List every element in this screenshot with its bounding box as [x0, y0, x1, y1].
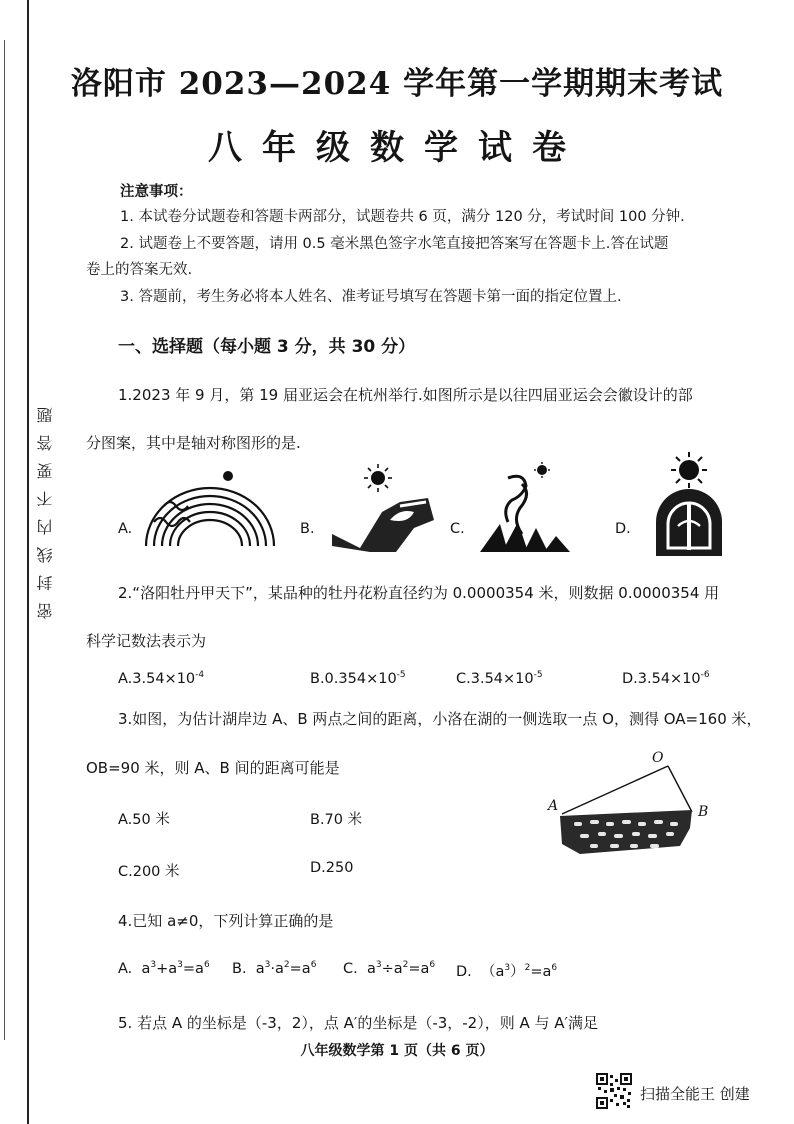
- exam-title: 洛阳市 2023—2024 学年第一学期期末考试: [70, 66, 724, 102]
- q1-line2: 分图案，其中是轴对称图形的是.: [86, 434, 301, 452]
- q3-label-b: B: [698, 804, 709, 820]
- scanner-brand-watermark: 扫描全能王 创建: [640, 1085, 750, 1103]
- q1-figure-a: [140, 466, 280, 548]
- q4-option-a: A. $a^3+a^3=a^6$: [118, 960, 210, 977]
- q1-figure-c: [478, 462, 574, 554]
- q3-label-a: A: [548, 798, 559, 814]
- q1-option-b: B.: [300, 521, 315, 537]
- q3-option-a: A.50 米: [118, 812, 170, 828]
- q5-line1: 5. 若点 A 的坐标是（-3，2），点 A′的坐标是（-3，-2），则 A 与 A′满足: [118, 1014, 598, 1032]
- q1-option-d: D.: [615, 521, 631, 537]
- notes-heading: 注意事项：: [120, 184, 193, 200]
- q1-option-c: C.: [450, 521, 465, 537]
- section-title: 一、选择题（每小题 3 分，共 30 分）: [118, 337, 416, 357]
- q3-lake-figure: [540, 750, 720, 862]
- note-item-3: 3. 答题前，考生务必将本人姓名、准考证号填写在答题卡第一面的指定位置上.: [120, 289, 622, 305]
- q3-label-o: O: [652, 750, 664, 766]
- exam-subtitle: 八年级数学试卷: [208, 128, 586, 168]
- q4-line1: 4.已知 a≠0，下列计算正确的是: [118, 912, 334, 930]
- seal-line-text: 密封线内不要答题: [36, 395, 55, 619]
- q3-option-b: B.70 米: [310, 812, 363, 828]
- q2-line1: 2.“洛阳牡丹甲天下”，某品种的牡丹花粉直径约为 0.0000354 米，则数据 0.0000354 用: [118, 584, 720, 602]
- q2-option-b: $B.0.354\times 10^{-5}$: [310, 670, 406, 687]
- q4-option-d: D. $(a^3)^2=a^6$: [456, 963, 558, 980]
- q4-option-b: B. $a^3\cdot a^2=a^6$: [232, 960, 317, 977]
- q2-option-a: $A.3.54\times 10^{-4}$: [118, 670, 205, 687]
- q1-option-a: A.: [118, 521, 133, 537]
- note-item-2: 2. 试题卷上不要答题，请用 0.5 毫米黑色签字水笔直接把答案写在答题卡上.答在试题: [120, 236, 669, 252]
- q3-option-d: D.250: [310, 860, 354, 876]
- qr-code-icon: [596, 1073, 632, 1109]
- page-footer: 八年级数学第 1 页（共 6 页）: [300, 1043, 494, 1059]
- q2-line2: 科学记数法表示为: [86, 632, 207, 650]
- note-item-2-cont: 卷上的答案无效.: [86, 262, 193, 278]
- q1-figure-d: [648, 452, 730, 558]
- q1-line1: 1.2023 年 9 月，第 19 届亚运会在杭州举行.如图所示是以往四届亚运会会徽设计的部: [118, 386, 693, 404]
- q2-option-c: $C.3.54\times 10^{-5}$: [456, 670, 543, 687]
- q3-line1: 3.如图，为估计湖岸边 A、B 两点之间的距离，小洛在湖的一侧选取一点 O，测得 OA=160 米，: [118, 710, 762, 728]
- q3-line2: OB=90 米，则 A、B 间的距离可能是: [86, 759, 340, 777]
- q4-option-c: C. $a^3\div a^2=a^6$: [343, 960, 436, 977]
- q1-figure-b: [330, 462, 440, 554]
- page-edge-line: [4, 40, 5, 1040]
- q2-option-d: $D.3.54\times 10^{-6}$: [622, 670, 710, 687]
- note-item-1: 1. 本试卷分试题卷和答题卡两部分，试题卷共 6 页，满分 120 分，考试时间 100 分钟.: [120, 209, 685, 225]
- q3-option-c: C.200 米: [118, 864, 180, 880]
